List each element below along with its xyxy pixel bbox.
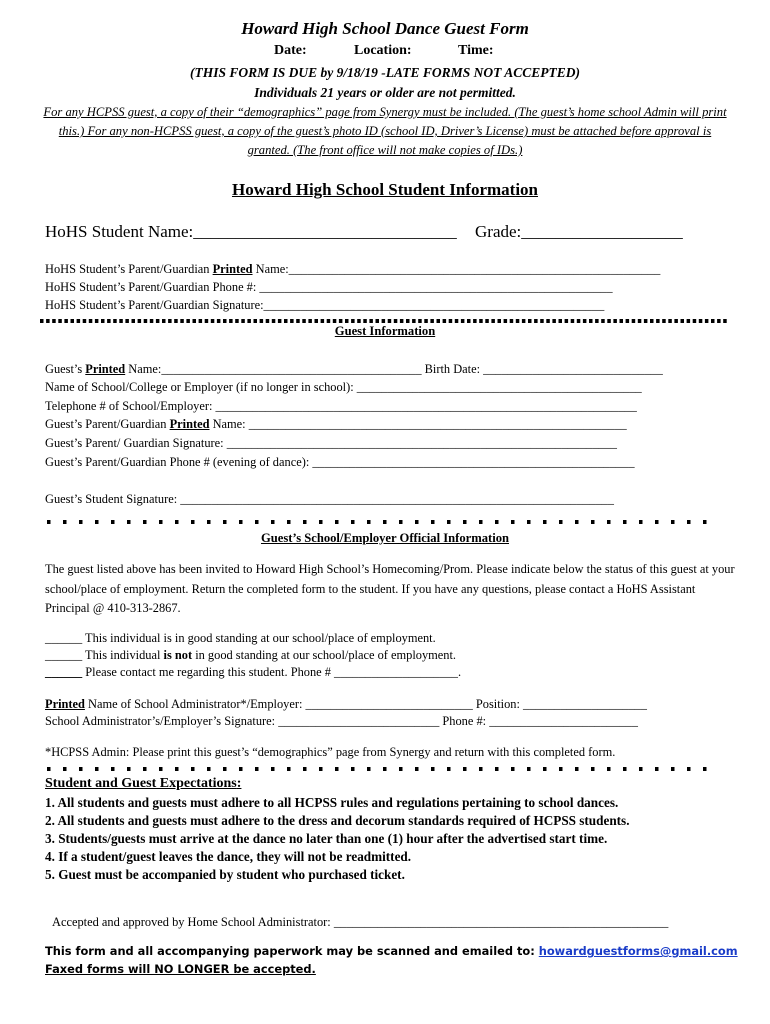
location-label: Location: — [354, 43, 412, 58]
email-link[interactable]: howardguestforms@gmail.com — [538, 944, 738, 958]
expectations-heading-text: Student and Guest Expectations — [45, 776, 237, 791]
age-notice: Individuals 21 years or older are not permitted. — [254, 85, 516, 100]
scan-email-notice — [45, 944, 738, 958]
is-not-emphasis: is not — [163, 648, 193, 662]
student-parent-name-field[interactable]: Name:____________________________________________________________ — [252, 262, 661, 276]
guest-parent-signature-field[interactable]: Guest’s Parent/ Guardian Signature: _______________________________________________________________ — [45, 436, 617, 450]
student-name-row — [45, 222, 683, 242]
form-title: Howard High School Dance Guest Form — [241, 19, 529, 38]
official-section-heading: Guest’s School/Employer Official Information — [260, 531, 510, 545]
good-standing-option[interactable]: ______ This individual is in good standing at our school/place of employment. — [45, 631, 436, 645]
printed-emphasis: Printed — [85, 362, 126, 376]
guest-student-signature-field[interactable]: Guest’s Student Signature: ______________________________________________________________________ — [45, 492, 614, 506]
grade-field[interactable]: ___________________ — [521, 222, 683, 241]
not-good-standing-option[interactable] — [45, 648, 456, 663]
student-section-heading: Howard High School Student Information — [231, 180, 539, 199]
admin-name-row[interactable] — [45, 697, 647, 712]
contact-me-blank[interactable]: ______ — [45, 665, 83, 679]
student-parent-name-row[interactable] — [45, 262, 660, 277]
guest-name-birthdate-field[interactable]: Name:__________________________________________ Birth Date: _____________________________ — [125, 362, 663, 376]
section-divider — [45, 766, 737, 772]
expectation-item: 2. All students and guests must adhere to the dress and decorum standards required of HCPSS students. — [45, 813, 630, 828]
student-parent-phone-field[interactable]: HoHS Student’s Parent/Guardian Phone #: _________________________________________________________ — [45, 280, 613, 294]
time-label: Time: — [458, 43, 494, 58]
guest-parent-name-row[interactable] — [45, 417, 627, 432]
admin-name-position-field[interactable]: Name of School Administrator*/Employer: ___________________________ Position: ____________________ — [84, 697, 647, 711]
expectation-item: 1. All students and guests must adhere to all HCPSS rules and regulations pertaining to school dances. — [45, 795, 619, 810]
id-notice: For any HCPSS guest, a copy of their “demographics” page from Synergy must be included. (The guest’s home school Admin will print this.) For any non-HCPSS guest, a copy of the guest’s photo ID (school ID, Driver’s License) must be attached before approval is granted. (The front office will not make copies of IDs.) — [43, 105, 727, 157]
expectation-item: 4. If a student/guest leaves the dance, they will not be readmitted. — [45, 849, 412, 864]
guest-school-telephone-field[interactable]: Telephone # of School/Employer: ____________________________________________________________________ — [45, 399, 637, 413]
guest-section-heading: Guest Information — [334, 324, 436, 338]
official-instructions: The guest listed above has been invited to Howard High School’s Homecoming/Prom. Please indicate below the status of this guest at your school/place of employment. Return the completed form to the student. If you have any questions, please contact a HoHS Assistant Principal @ 410-313-2867. — [45, 562, 735, 615]
guest-parent-name-field[interactable]: Name: _____________________________________________________________ — [209, 417, 627, 431]
not-good-standing-label-end: in good standing at our school/place of employment. — [192, 648, 457, 662]
scan-email-text: This form and all accompanying paperwork may be scanned and emailed to: — [45, 944, 539, 958]
expectation-item: 3. Students/guests must arrive at the dance no later than one (1) hour after the advertised start time. — [45, 831, 608, 846]
guest-name-row[interactable] — [45, 362, 663, 377]
date-label: Date: — [274, 43, 307, 58]
guest-parent-phone-field[interactable]: Guest’s Parent/Guardian Phone # (evening of dance): ____________________________________________________ — [45, 455, 635, 469]
guest-name-label: Guest’s — [45, 362, 86, 376]
student-name-label: HoHS Student Name: — [45, 222, 194, 241]
admin-signature-field[interactable]: School Administrator’s/Employer’s Signature: __________________________ Phone #: ________________________ — [45, 714, 638, 728]
student-name-field[interactable]: _______________________________ — [193, 222, 457, 241]
printed-emphasis: Printed — [212, 262, 253, 276]
fax-notice: Faxed forms will NO LONGER be accepted. — [45, 962, 316, 976]
student-parent-signature-field[interactable]: HoHS Student’s Parent/Guardian Signature:_______________________________________________________ — [45, 298, 605, 312]
guest-school-field[interactable]: Name of School/College or Employer (if no longer in school): ______________________________________________ — [45, 380, 642, 394]
expectations-heading — [45, 776, 241, 792]
grade-label: Grade: — [475, 222, 522, 241]
due-notice: (THIS FORM IS DUE by 9/18/19 -LATE FORMS NOT ACCEPTED) — [190, 65, 580, 80]
student-parent-name-label: HoHS Student’s Parent/Guardian — [45, 262, 213, 276]
hcpss-admin-note: *HCPSS Admin: Please print this guest’s “demographics” page from Synergy and return with this completed form. — [45, 745, 616, 759]
printed-emphasis: Printed — [45, 697, 85, 711]
not-good-standing-label: ______ This individual — [45, 648, 164, 662]
guest-parent-name-label: Guest’s Parent/Guardian — [45, 417, 170, 431]
section-divider — [45, 519, 737, 525]
expectations-heading-colon: : — [236, 776, 242, 791]
contact-me-option[interactable] — [45, 665, 461, 680]
contact-me-phone-field[interactable]: Please contact me regarding this student. Phone # ____________________. — [82, 665, 462, 679]
admin-approval-field[interactable]: Accepted and approved by Home School Administrator: ______________________________________________________ — [52, 915, 669, 929]
expectation-item: 5. Guest must be accompanied by student who purchased ticket. — [45, 867, 405, 882]
printed-emphasis: Printed — [169, 417, 210, 431]
